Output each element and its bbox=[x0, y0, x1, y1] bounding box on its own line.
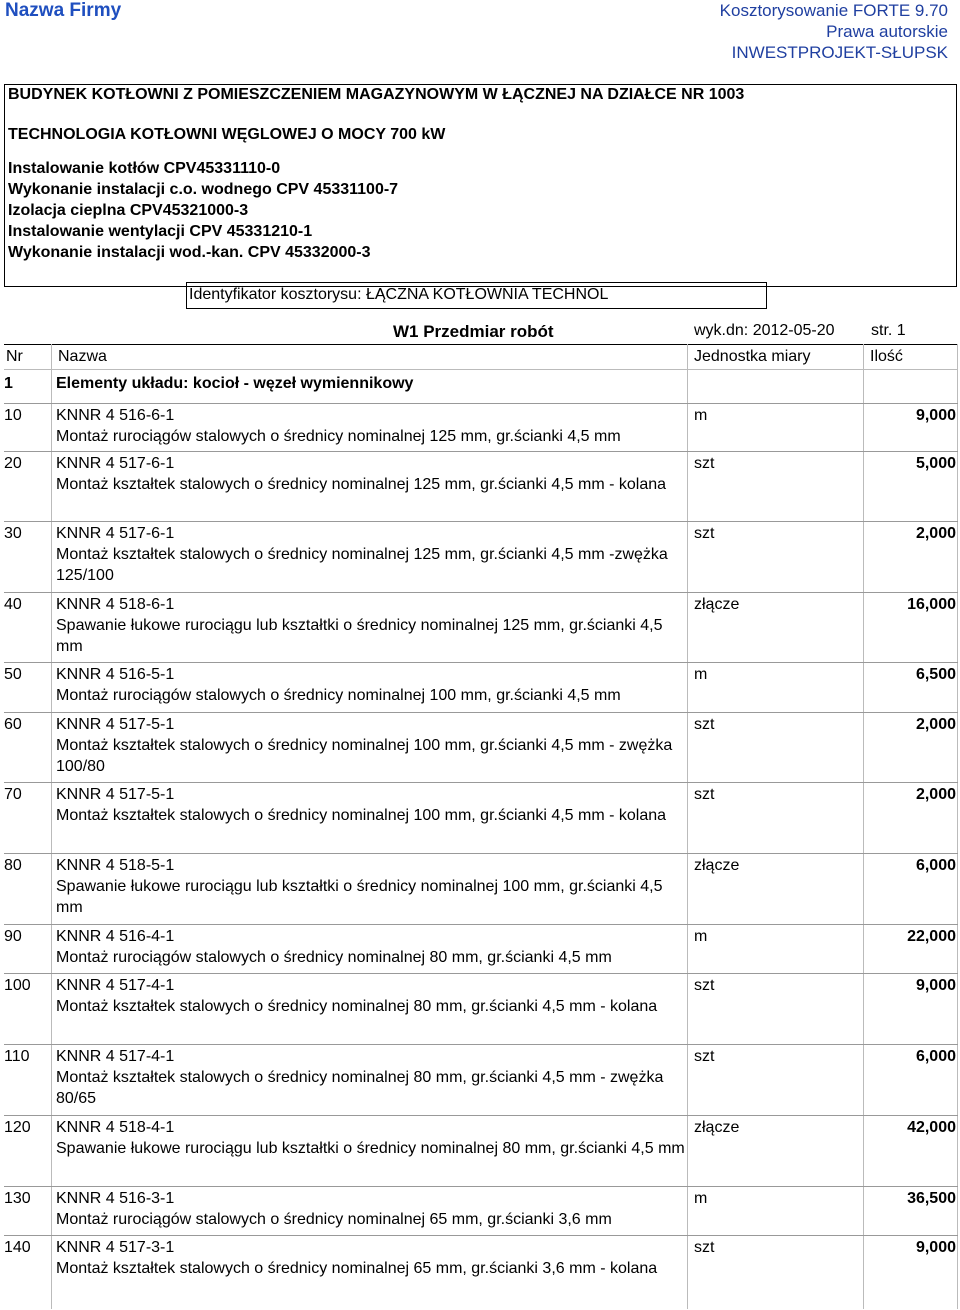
row-name bbox=[56, 1237, 691, 1279]
row-unit: szt bbox=[694, 1048, 715, 1065]
row-quantity: 22,000 bbox=[907, 928, 956, 945]
row-unit: złącze bbox=[694, 857, 740, 874]
document-title: W1 Przedmiar robót bbox=[393, 322, 554, 341]
catalog-code: KNNR 4 516-3-1 bbox=[56, 1190, 175, 1207]
row-number: 130 bbox=[4, 1190, 31, 1207]
row-quantity: 2,000 bbox=[915, 525, 956, 542]
table-header bbox=[4, 344, 958, 370]
table-row bbox=[4, 973, 958, 1045]
row-unit: szt bbox=[694, 786, 715, 803]
row-number: 110 bbox=[4, 1048, 30, 1065]
catalog-code: KNNR 4 517-6-1 bbox=[56, 525, 175, 542]
table-row bbox=[4, 853, 958, 925]
table-row bbox=[4, 403, 958, 452]
work-description: Montaż kształtek stalowych o średnicy nominalnej 125 mm, gr.ścianki 4,5 mm -zwężka 125/100 bbox=[56, 546, 668, 584]
rights-label: Prawa autorskie bbox=[826, 22, 948, 41]
document-date: wyk.dn: 2012-05-20 bbox=[694, 322, 835, 339]
row-number: 50 bbox=[4, 666, 22, 683]
row-unit: szt bbox=[694, 977, 715, 994]
catalog-code: KNNR 4 517-5-1 bbox=[56, 786, 175, 803]
table-row bbox=[4, 712, 958, 783]
scope-list bbox=[8, 158, 398, 263]
work-description: Montaż kształtek stalowych o średnicy nominalnej 125 mm, gr.ścianki 4,5 mm - kolana bbox=[56, 476, 667, 493]
table-row bbox=[4, 451, 958, 522]
work-description: Montaż kształtek stalowych o średnicy nominalnej 65 mm, gr.ścianki 3,6 mm - kolana bbox=[56, 1260, 658, 1277]
software-info bbox=[720, 0, 948, 63]
row-unit: szt bbox=[694, 1239, 715, 1256]
work-description: Spawanie łukowe rurociągu lub kształtki o średnicy nominalnej 100 mm, gr.ścianki 4,5 mm bbox=[56, 878, 663, 916]
catalog-code: KNNR 4 517-4-1 bbox=[56, 1048, 175, 1065]
row-name bbox=[56, 784, 691, 826]
table-row bbox=[4, 924, 958, 974]
row-number: 40 bbox=[4, 596, 22, 613]
row-unit: złącze bbox=[694, 596, 740, 613]
catalog-code: KNNR 4 516-6-1 bbox=[56, 407, 175, 424]
work-description: Montaż kształtek stalowych o średnicy nominalnej 100 mm, gr.ścianki 4,5 mm - kolana bbox=[56, 807, 667, 824]
rights-holder: INWESTPROJEKT-SŁUPSK bbox=[731, 43, 948, 62]
work-description: Montaż rurociągów stalowych o średnicy nominalnej 80 mm, gr.ścianki 4,5 mm bbox=[56, 949, 612, 966]
company-name: Nazwa Firmy bbox=[5, 0, 122, 21]
scope-item: Wykonanie instalacji wod.-kan. CPV 45332000-3 bbox=[8, 244, 371, 261]
row-quantity: 9,000 bbox=[915, 1239, 956, 1256]
row-name bbox=[56, 523, 691, 586]
row-unit: m bbox=[694, 666, 708, 683]
row-quantity: 5,000 bbox=[915, 455, 956, 472]
row-unit: m bbox=[694, 1190, 708, 1207]
table-row bbox=[4, 1044, 958, 1116]
row-quantity: 6,500 bbox=[915, 666, 956, 683]
row-name bbox=[56, 855, 691, 918]
table-row bbox=[4, 592, 958, 663]
row-unit: m bbox=[694, 407, 708, 424]
row-name bbox=[56, 453, 691, 495]
row-quantity: 2,000 bbox=[915, 786, 956, 803]
row-name bbox=[56, 594, 691, 657]
row-name bbox=[56, 405, 691, 447]
work-description: Montaż kształtek stalowych o średnicy nominalnej 80 mm, gr.ścianki 4,5 mm - zwężka 80/65 bbox=[56, 1069, 664, 1107]
row-quantity: 6,000 bbox=[915, 857, 956, 874]
catalog-code: KNNR 4 517-3-1 bbox=[56, 1239, 175, 1256]
work-description: Montaż kształtek stalowych o średnicy nominalnej 100 mm, gr.ścianki 4,5 mm - zwężka 100/80 bbox=[56, 737, 673, 775]
row-number: 60 bbox=[4, 716, 22, 733]
row-quantity: 42,000 bbox=[907, 1119, 956, 1136]
page-number: str. 1 bbox=[871, 322, 906, 339]
row-number: 10 bbox=[4, 407, 22, 424]
row-quantity: 9,000 bbox=[915, 977, 956, 994]
header-unit: Jednostka miary bbox=[694, 348, 811, 365]
row-number: 90 bbox=[4, 928, 22, 945]
row-unit: szt bbox=[694, 455, 715, 472]
row-quantity: 36,500 bbox=[907, 1190, 956, 1207]
catalog-code: KNNR 4 517-4-1 bbox=[56, 977, 175, 994]
row-unit: m bbox=[694, 928, 708, 945]
software-name: Kosztorysowanie FORTE 9.70 bbox=[719, 1, 948, 20]
section-title: Elementy układu: kocioł - węzeł wymiennikowy bbox=[56, 375, 414, 392]
catalog-code: KNNR 4 516-5-1 bbox=[56, 666, 175, 683]
row-name bbox=[56, 1117, 691, 1159]
work-description: Montaż kształtek stalowych o średnicy nominalnej 80 mm, gr.ścianki 4,5 mm - kolana bbox=[56, 998, 658, 1015]
scope-item: Izolacja cieplna CPV45321000-3 bbox=[8, 202, 249, 219]
row-unit: szt bbox=[694, 716, 715, 733]
row-number: 80 bbox=[4, 857, 22, 874]
row-name bbox=[56, 1188, 691, 1230]
row-unit: złącze bbox=[694, 1119, 740, 1136]
row-unit: szt bbox=[694, 525, 715, 542]
table-row bbox=[4, 662, 958, 713]
project-subtitle: TECHNOLOGIA KOTŁOWNI WĘGLOWEJ O MOCY 700 kW bbox=[8, 126, 446, 143]
table-row bbox=[4, 1235, 958, 1310]
scope-item: Instalowanie kotłów CPV45331110-0 bbox=[8, 160, 281, 177]
catalog-code: KNNR 4 518-5-1 bbox=[56, 857, 175, 874]
row-name bbox=[56, 714, 691, 777]
row-quantity: 6,000 bbox=[915, 1048, 956, 1065]
row-number: 140 bbox=[4, 1239, 31, 1256]
work-description: Spawanie łukowe rurociągu lub kształtki o średnicy nominalnej 125 mm, gr.ścianki 4,5 mm bbox=[56, 617, 663, 655]
row-name bbox=[56, 926, 691, 968]
table-row bbox=[4, 1115, 958, 1187]
row-number: 100 bbox=[4, 977, 31, 994]
row-quantity: 2,000 bbox=[915, 716, 956, 733]
row-name bbox=[56, 1046, 691, 1109]
section-nr: 1 bbox=[4, 375, 13, 392]
header-qty: Ilość bbox=[870, 348, 903, 365]
work-description: Montaż rurociągów stalowych o średnicy nominalnej 100 mm, gr.ścianki 4,5 mm bbox=[56, 687, 621, 704]
table-row bbox=[4, 782, 958, 854]
table-row bbox=[4, 1186, 958, 1236]
table-row bbox=[4, 521, 958, 593]
row-name bbox=[56, 975, 691, 1017]
catalog-code: KNNR 4 517-5-1 bbox=[56, 716, 175, 733]
scope-item: Instalowanie wentylacji CPV 45331210-1 bbox=[8, 223, 313, 240]
work-description: Spawanie łukowe rurociągu lub kształtki o średnicy nominalnej 80 mm, gr.ścianki 4,5 mm bbox=[56, 1140, 685, 1157]
row-number: 70 bbox=[4, 786, 22, 803]
catalog-code: KNNR 4 518-6-1 bbox=[56, 596, 175, 613]
row-quantity: 16,000 bbox=[907, 596, 956, 613]
row-number: 20 bbox=[4, 455, 22, 472]
catalog-code: KNNR 4 517-6-1 bbox=[56, 455, 175, 472]
row-number: 120 bbox=[4, 1119, 31, 1136]
row-name bbox=[56, 664, 691, 706]
project-title: BUDYNEK KOTŁOWNI Z POMIESZCZENIEM MAGAZYNOWYM W ŁĄCZNEJ NA DZIAŁCE NR 1003 bbox=[8, 86, 745, 103]
work-description: Montaż rurociągów stalowych o średnicy nominalnej 125 mm, gr.ścianki 4,5 mm bbox=[56, 428, 621, 445]
header-name: Nazwa bbox=[58, 348, 107, 365]
header-nr: Nr bbox=[6, 348, 23, 365]
catalog-code: KNNR 4 516-4-1 bbox=[56, 928, 175, 945]
work-description: Montaż rurociągów stalowych o średnicy nominalnej 65 mm, gr.ścianki 3,6 mm bbox=[56, 1211, 612, 1228]
row-number: 30 bbox=[4, 525, 22, 542]
scope-item: Wykonanie instalacji c.o. wodnego CPV 45331100-7 bbox=[8, 181, 399, 198]
row-quantity: 9,000 bbox=[915, 407, 956, 424]
catalog-code: KNNR 4 518-4-1 bbox=[56, 1119, 175, 1136]
cost-estimate-identifier: Identyfikator kosztorysu: ŁĄCZNA KOTŁOWNIA TECHNOL bbox=[186, 282, 767, 309]
